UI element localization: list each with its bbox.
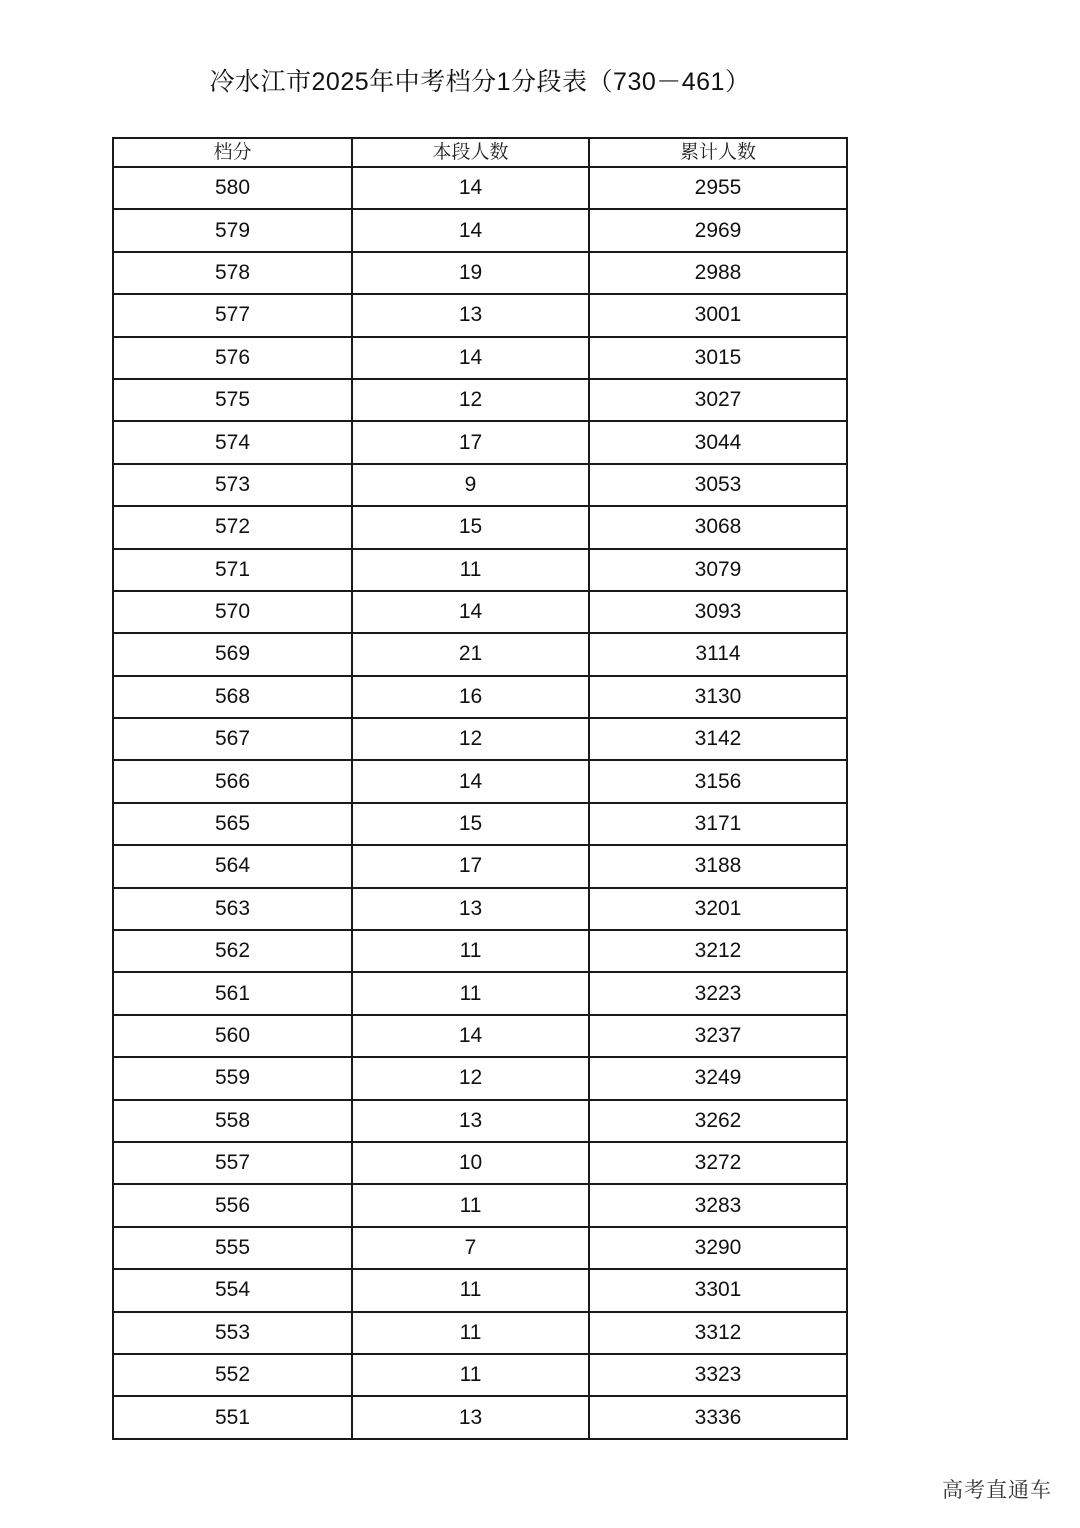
cell-segment-count: 13	[352, 1100, 589, 1142]
table-row	[113, 1227, 847, 1269]
cell-cumulative-count: 3283	[589, 1184, 847, 1226]
table-row	[113, 549, 847, 591]
table-row	[113, 888, 847, 930]
cell-score: 567	[113, 718, 352, 760]
cell-cumulative-count: 3249	[589, 1057, 847, 1099]
cell-score: 578	[113, 252, 352, 294]
cell-segment-count: 15	[352, 506, 589, 548]
cell-cumulative-count: 2969	[589, 209, 847, 251]
cell-segment-count: 15	[352, 803, 589, 845]
table-row	[113, 1396, 847, 1438]
column-header-segment-count: 本段人数	[352, 138, 589, 167]
cell-segment-count: 14	[352, 337, 589, 379]
table-row	[113, 1354, 847, 1396]
table-row	[113, 167, 847, 209]
table-row	[113, 1184, 847, 1226]
cell-cumulative-count: 3142	[589, 718, 847, 760]
cell-cumulative-count: 3290	[589, 1227, 847, 1269]
cell-score: 573	[113, 464, 352, 506]
cell-cumulative-count: 3027	[589, 379, 847, 421]
table-row	[113, 803, 847, 845]
cell-segment-count: 17	[352, 845, 589, 887]
cell-segment-count: 13	[352, 1396, 589, 1438]
cell-segment-count: 14	[352, 167, 589, 209]
cell-cumulative-count: 3156	[589, 760, 847, 802]
table-row	[113, 1057, 847, 1099]
table-row	[113, 718, 847, 760]
table-row	[113, 506, 847, 548]
cell-score: 575	[113, 379, 352, 421]
cell-segment-count: 12	[352, 379, 589, 421]
cell-score: 555	[113, 1227, 352, 1269]
cell-score: 563	[113, 888, 352, 930]
cell-segment-count: 11	[352, 972, 589, 1014]
table-row	[113, 464, 847, 506]
cell-segment-count: 11	[352, 930, 589, 972]
page-title: 冷水江市2025年中考档分1分段表（730－461）	[209, 68, 751, 96]
cell-score: 554	[113, 1269, 352, 1311]
table-row	[113, 633, 847, 675]
score-table	[112, 137, 848, 1440]
cell-cumulative-count: 3053	[589, 464, 847, 506]
cell-segment-count: 11	[352, 1184, 589, 1226]
cell-score: 558	[113, 1100, 352, 1142]
cell-cumulative-count: 3323	[589, 1354, 847, 1396]
cell-segment-count: 9	[352, 464, 589, 506]
cell-score: 572	[113, 506, 352, 548]
cell-cumulative-count: 3001	[589, 294, 847, 336]
cell-score: 562	[113, 930, 352, 972]
cell-score: 557	[113, 1142, 352, 1184]
cell-cumulative-count: 3223	[589, 972, 847, 1014]
cell-score: 577	[113, 294, 352, 336]
cell-cumulative-count: 3237	[589, 1015, 847, 1057]
table-row	[113, 294, 847, 336]
cell-score: 564	[113, 845, 352, 887]
cell-cumulative-count: 3188	[589, 845, 847, 887]
cell-segment-count: 21	[352, 633, 589, 675]
cell-cumulative-count: 3262	[589, 1100, 847, 1142]
cell-cumulative-count: 3336	[589, 1396, 847, 1438]
cell-segment-count: 11	[352, 549, 589, 591]
cell-segment-count: 10	[352, 1142, 589, 1184]
table-row	[113, 379, 847, 421]
column-header-cumulative-count: 累计人数	[589, 138, 847, 167]
cell-score: 566	[113, 760, 352, 802]
cell-segment-count: 12	[352, 1057, 589, 1099]
cell-cumulative-count: 3068	[589, 506, 847, 548]
table-row	[113, 209, 847, 251]
cell-score: 559	[113, 1057, 352, 1099]
cell-cumulative-count: 3093	[589, 591, 847, 633]
table-row	[113, 591, 847, 633]
cell-segment-count: 13	[352, 294, 589, 336]
cell-cumulative-count: 2988	[589, 252, 847, 294]
cell-score: 556	[113, 1184, 352, 1226]
cell-score: 565	[113, 803, 352, 845]
column-header-score: 档分	[113, 138, 352, 167]
cell-cumulative-count: 3272	[589, 1142, 847, 1184]
cell-score: 574	[113, 421, 352, 463]
cell-score: 580	[113, 167, 352, 209]
cell-segment-count: 19	[352, 252, 589, 294]
cell-cumulative-count: 3171	[589, 803, 847, 845]
table-row	[113, 1100, 847, 1142]
cell-segment-count: 7	[352, 1227, 589, 1269]
cell-segment-count: 14	[352, 591, 589, 633]
cell-cumulative-count: 3301	[589, 1269, 847, 1311]
table-row	[113, 252, 847, 294]
cell-cumulative-count: 3044	[589, 421, 847, 463]
watermark: 高考直通车	[942, 1479, 1052, 1502]
cell-cumulative-count: 3114	[589, 633, 847, 675]
cell-score: 552	[113, 1354, 352, 1396]
cell-score: 579	[113, 209, 352, 251]
cell-score: 561	[113, 972, 352, 1014]
cell-score: 569	[113, 633, 352, 675]
cell-score: 571	[113, 549, 352, 591]
cell-segment-count: 13	[352, 888, 589, 930]
cell-segment-count: 11	[352, 1354, 589, 1396]
table-row	[113, 337, 847, 379]
cell-cumulative-count: 3015	[589, 337, 847, 379]
table-row	[113, 760, 847, 802]
table-row	[113, 1269, 847, 1311]
cell-score: 568	[113, 676, 352, 718]
cell-score: 570	[113, 591, 352, 633]
cell-cumulative-count: 3201	[589, 888, 847, 930]
cell-segment-count: 14	[352, 209, 589, 251]
cell-cumulative-count: 3312	[589, 1312, 847, 1354]
table-header-row	[113, 138, 847, 167]
table-row	[113, 421, 847, 463]
cell-segment-count: 16	[352, 676, 589, 718]
table-row	[113, 1142, 847, 1184]
cell-segment-count: 11	[352, 1312, 589, 1354]
cell-score: 576	[113, 337, 352, 379]
cell-cumulative-count: 3079	[589, 549, 847, 591]
cell-cumulative-count: 2955	[589, 167, 847, 209]
cell-segment-count: 14	[352, 760, 589, 802]
cell-score: 551	[113, 1396, 352, 1438]
cell-cumulative-count: 3130	[589, 676, 847, 718]
table-body	[113, 167, 847, 1439]
table-row	[113, 1312, 847, 1354]
table-row	[113, 972, 847, 1014]
table-row	[113, 1015, 847, 1057]
table-row	[113, 676, 847, 718]
cell-segment-count: 14	[352, 1015, 589, 1057]
cell-cumulative-count: 3212	[589, 930, 847, 972]
cell-score: 560	[113, 1015, 352, 1057]
cell-segment-count: 11	[352, 1269, 589, 1311]
table-row	[113, 845, 847, 887]
cell-segment-count: 17	[352, 421, 589, 463]
cell-score: 553	[113, 1312, 352, 1354]
table-row	[113, 930, 847, 972]
cell-segment-count: 12	[352, 718, 589, 760]
